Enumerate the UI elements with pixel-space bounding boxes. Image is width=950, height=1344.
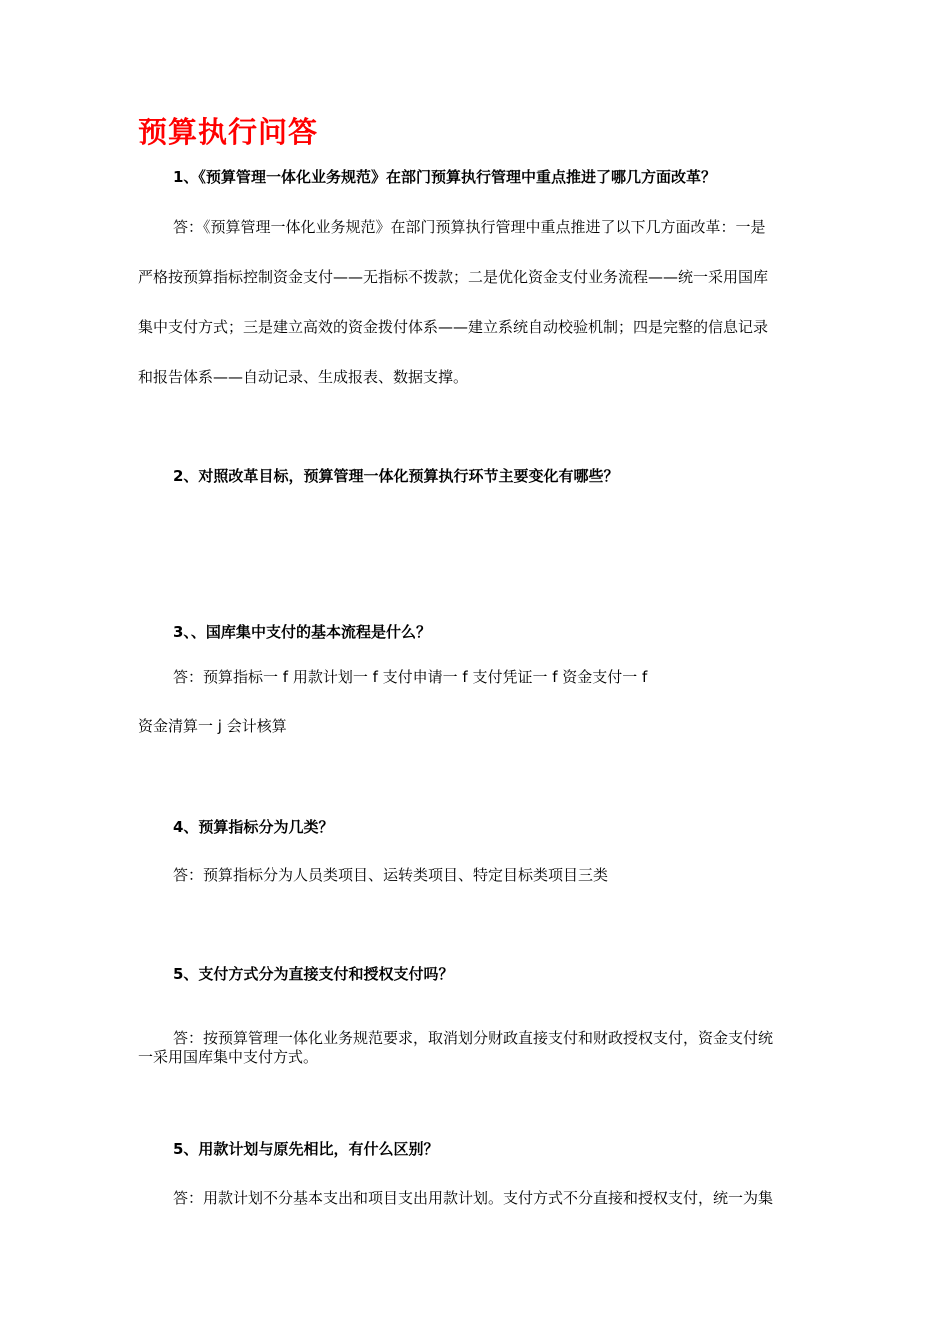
question-5: 5、支付方式分为直接支付和授权支付吗？ bbox=[173, 965, 454, 983]
answer-5-line-1: 答：按预算管理一体化业务规范要求，取消划分财政直接支付和财政授权支付，资金支付统 bbox=[173, 1029, 774, 1047]
answer-1-line-1: 答：《预算管理一体化业务规范》在部门预算执行管理中重点推进了以下几方面改革：一是 bbox=[173, 218, 766, 236]
question-1: 1、《预算管理一体化业务规范》在部门预算执行管理中重点推进了哪几方面改革？ bbox=[173, 168, 716, 186]
question-2: 2、对照改革目标，预算管理一体化预算执行环节主要变化有哪些？ bbox=[173, 467, 619, 485]
answer-1-line-3: 集中支付方式；三是建立高效的资金拨付体系——建立系统自动校验机制；四是完整的信息记录 bbox=[138, 318, 769, 336]
question-4: 4、预算指标分为几类？ bbox=[173, 818, 334, 836]
answer-1-line-2: 严格按预算指标控制资金支付——无指标不拨款；二是优化资金支付业务流程——统一采用国库 bbox=[138, 268, 769, 286]
answer-4: 答：预算指标分为人员类项目、运转类项目、特定目标类项目三类 bbox=[173, 866, 609, 884]
answer-3-line-2: 资金清算一 j 会计核算 bbox=[138, 717, 287, 735]
answer-5-line-2: 一采用国库集中支付方式。 bbox=[138, 1048, 319, 1066]
answer-6: 答：用款计划不分基本支出和项目支出用款计划。支付方式不分直接和授权支付，统一为集 bbox=[173, 1189, 774, 1207]
document-title: 预算执行问答 bbox=[138, 115, 319, 149]
answer-1-line-4: 和报告体系——自动记录、生成报表、数据支撑。 bbox=[138, 368, 469, 386]
question-3: 3、、国库集中支付的基本流程是什么？ bbox=[173, 623, 431, 641]
answer-3-line-1: 答：预算指标一 f 用款计划一 f 支付申请一 f 支付凭证一 f 资金支付一 f bbox=[173, 668, 648, 686]
question-6: 5、用款计划与原先相比，有什么区别？ bbox=[173, 1140, 439, 1158]
